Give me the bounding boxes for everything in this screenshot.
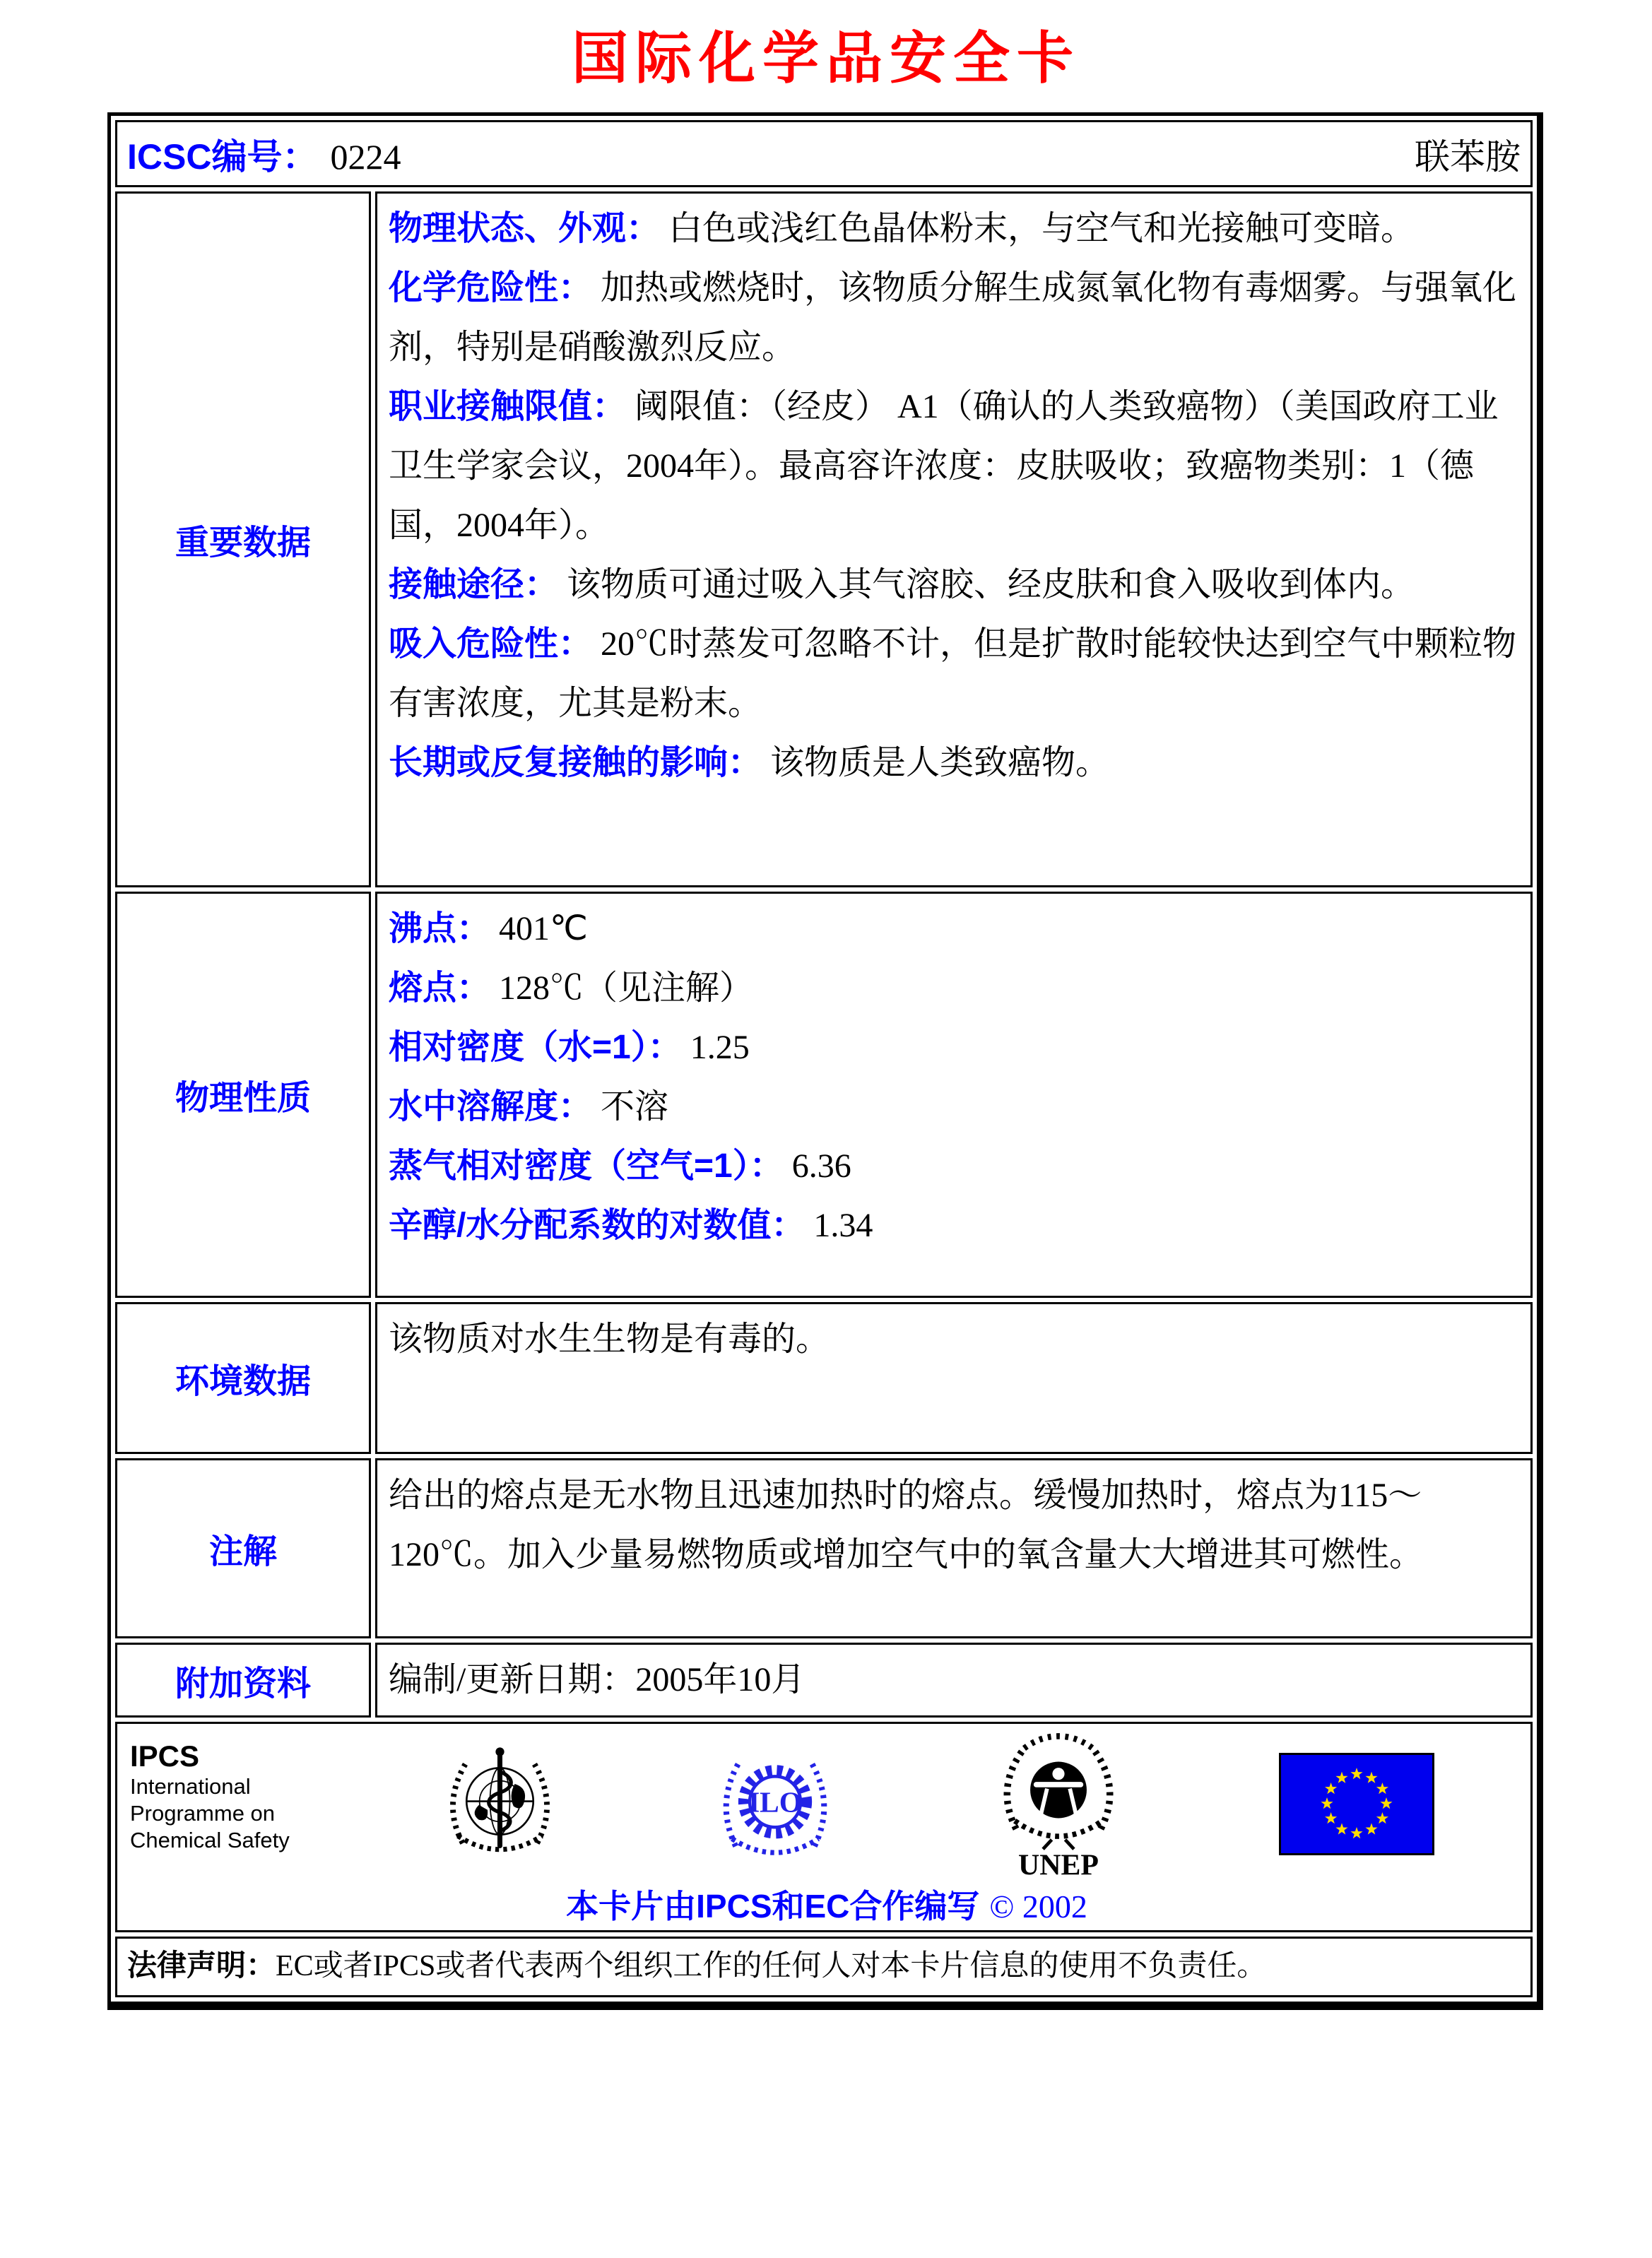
icsc-number: 0224: [330, 136, 401, 177]
ipcs-subtitle-line: Chemical Safety: [130, 1828, 290, 1852]
field-label: 化学危险性：: [389, 269, 593, 307]
field-label: 物理状态、外观：: [389, 210, 661, 247]
section-content-environmental-data: [375, 1302, 1533, 1454]
card-table: [107, 112, 1543, 2010]
page-title: 国际化学品安全卡: [572, 28, 1080, 90]
credit-line: [130, 1881, 1523, 1927]
field-value: 6.36: [791, 1147, 851, 1185]
field-label: 水中溶解度：: [389, 1088, 593, 1125]
section-label-physical-properties: 物理性质: [115, 892, 371, 1298]
field-label: 沸点：: [389, 910, 491, 947]
section-label-notes: 注解: [115, 1458, 371, 1638]
section-label-environmental-data: 环境数据: [115, 1302, 371, 1454]
data-item: [389, 733, 1519, 793]
field-label: 吸入危险性：: [389, 625, 593, 663]
field-label: 相对密度（水=1）：: [389, 1029, 682, 1066]
data-item: [389, 1137, 1519, 1196]
field-value: 401℃: [499, 910, 588, 947]
icsc-label: ICSC编号：: [127, 136, 318, 177]
ipcs-subtitle-line: International: [130, 1774, 251, 1799]
data-item: [389, 555, 1519, 615]
additional-info-text: 编制/更新日期：2005年10月: [389, 1661, 806, 1698]
ilo-logo-icon: [712, 1741, 839, 1867]
field-value: 加热或燃烧时，该物质分解生成氮氧化物有毒烟雾。与强氧化剂，特别是硝酸激烈反应。: [389, 269, 1517, 366]
header-row: [115, 120, 1533, 187]
unep-logo-icon: [988, 1728, 1129, 1879]
field-value: 该物质是人类致癌物。: [770, 744, 1110, 781]
legal-text: EC或者IPCS或者代表两个组织工作的任何人对本卡片信息的使用不负责任。: [276, 1950, 1267, 1982]
field-label: 辛醇/水分配系数的对数值：: [389, 1207, 806, 1244]
data-item: [389, 615, 1519, 733]
field-label: 蒸气相对密度（空气=1）：: [389, 1147, 784, 1185]
chemical-name: 联苯胺: [1415, 136, 1521, 177]
field-value: 1.25: [690, 1029, 750, 1066]
footer-cell: [115, 1722, 1533, 1932]
section-content-additional-info: [375, 1643, 1533, 1718]
ipcs-subtitle-line: Programme on: [130, 1801, 276, 1826]
data-item: [389, 959, 1519, 1018]
legal-cell: [115, 1937, 1533, 1997]
section-content-physical-properties: [375, 892, 1533, 1298]
section-content-notes: [375, 1458, 1533, 1638]
header-cell: [115, 120, 1533, 187]
field-label: 长期或反复接触的影响：: [389, 744, 762, 781]
field-value: 该物质可通过吸入其气溶胶、经皮肤和食入吸收到体内。: [567, 566, 1415, 603]
field-value: 阈限值：（经皮） A1（确认的人类致癌物）（美国政府工业卫生学家会议，2004年）。最高容许浓度：皮肤吸收；致癌物类别：1（德国，2004年）。: [389, 388, 1499, 544]
field-value: 20℃时蒸发可忽略不计，但是扩散时能较快达到空气中颗粒物有害浓度，尤其是粉末。: [389, 625, 1517, 722]
field-value: 不溶: [601, 1088, 669, 1125]
data-item: [389, 1018, 1519, 1077]
data-item: [389, 1077, 1519, 1137]
data-item: [389, 1196, 1519, 1255]
data-item: [389, 259, 1519, 377]
env-text: 该物质对水生生物是有毒的。: [389, 1320, 830, 1358]
data-item: [389, 377, 1519, 555]
field-value: 白色或浅红色晶体粉末，与空气和光接触可变暗。: [668, 210, 1415, 247]
logo-row: [363, 1728, 1523, 1879]
field-label: 熔点：: [389, 969, 491, 1007]
field-label: 接触途径：: [389, 566, 559, 603]
section-row-physical-properties: [115, 892, 1533, 1298]
section-row-additional-info: [115, 1643, 1533, 1718]
ipcs-title: IPCS: [130, 1739, 200, 1773]
section-label-important-data: 重要数据: [115, 191, 371, 887]
section-row-important-data: [115, 191, 1533, 887]
section-row-notes: [115, 1458, 1533, 1638]
copyright-text: © 2002: [989, 1888, 1087, 1925]
field-value: 128℃（见注解）: [499, 969, 754, 1007]
ipcs-block: [130, 1728, 363, 1854]
data-item: [389, 199, 1519, 259]
icsc-number-group: [127, 129, 401, 179]
credit-text: 本卡片由IPCS和EC合作编写: [566, 1888, 980, 1925]
footer-row: [115, 1722, 1533, 1932]
legal-label: 法律声明：: [127, 1949, 276, 1982]
section-row-environmental-data: [115, 1302, 1533, 1454]
legal-row: [115, 1937, 1533, 1997]
notes-text: 给出的熔点是无水物且迅速加热时的熔点。缓慢加热时，熔点为115～120℃。加入少量易燃物质或增加空气中的氧含量大大增进其可燃性。: [389, 1477, 1424, 1573]
unep-wordmark: UNEP: [1018, 1849, 1099, 1879]
field-label: 职业接触限值：: [389, 388, 627, 425]
data-item: [389, 899, 1519, 959]
who-logo-icon: [438, 1743, 562, 1864]
section-content-important-data: [375, 191, 1533, 887]
eu-flag-icon: [1279, 1753, 1434, 1855]
ilo-monogram: ILO: [748, 1785, 802, 1819]
section-label-additional-info: 附加资料: [115, 1643, 371, 1718]
field-value: 1.34: [813, 1207, 873, 1244]
